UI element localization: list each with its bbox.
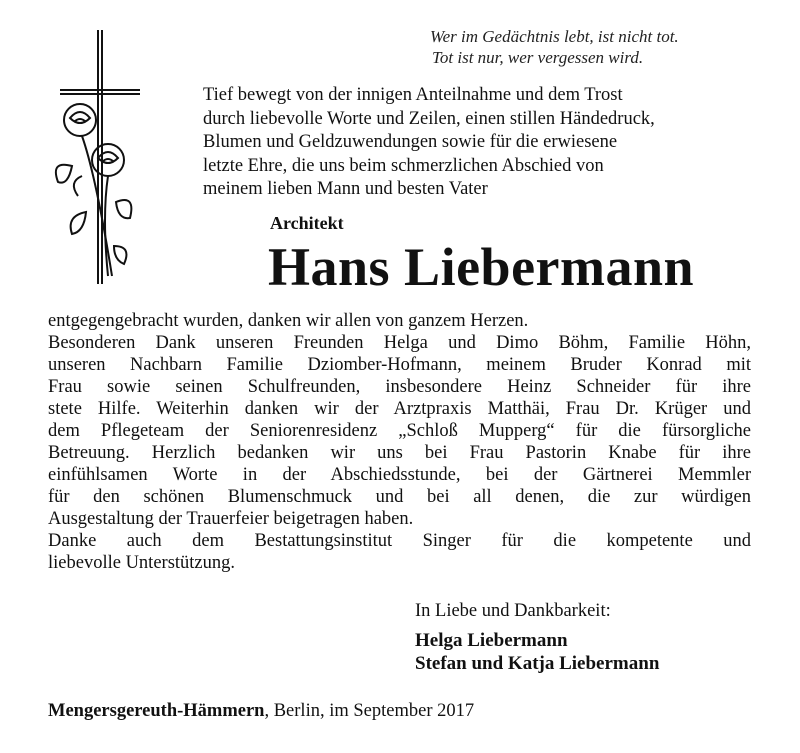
place-date-line — [48, 701, 474, 722]
intro-line: Blumen und Geldzuwendungen sowie für die erwiesene — [203, 132, 618, 152]
body-line: Betreuung. Herzlich bedanken wir uns bei Frau Pastorin Knabe für ihre — [48, 443, 751, 463]
intro-line: meinem lieben Mann und besten Vater — [203, 179, 488, 199]
closing-phrase: In Liebe und Dankbarkeit: — [415, 601, 611, 621]
body-line: einfühlsamen Worte in der Abschiedsstunde, bei der Gärtnerei Memmler — [48, 465, 751, 485]
quote-line-1: Wer im Gedächtnis lebt, ist nicht tot. — [430, 27, 679, 46]
place-name: Mengersgereuth-Hämmern — [48, 701, 265, 721]
date-text: , Berlin, im September 2017 — [264, 701, 475, 721]
signature-line: Stefan und Katja Liebermann — [415, 653, 660, 674]
signatures — [415, 629, 659, 675]
body-line: liebevolle Unterstützung. — [48, 553, 236, 573]
body-line: Ausgestaltung der Trauerfeier beigetragen haben. — [48, 509, 414, 529]
quote-line-2: Tot ist nur, wer vergessen wird. — [432, 48, 644, 67]
body-line: für den schönen Blumenschmuck und bei all denen, die zur würdigen — [48, 487, 751, 507]
body-line: Frau sowie seinen Schulfreunden, insbesondere Heinz Schneider für ihre — [48, 377, 751, 397]
cross-with-roses-icon — [32, 26, 142, 288]
body-line: dem Pflegeteam der Seniorenresidenz „Schloß Mupperg“ für die fürsorgliche — [48, 421, 751, 441]
deceased-title: Architekt — [270, 213, 344, 233]
body-line: entgegengebracht wurden, danken wir allen von ganzem Herzen. — [48, 311, 529, 331]
intro-line: Tief bewegt von der innigen Anteilnahme und dem Trost — [203, 85, 623, 105]
intro-line: letzte Ehre, die uns beim schmerzlichen Abschied von — [203, 155, 604, 176]
body-line: Danke auch dem Bestattungsinstitut Singer für die kompetente und — [48, 531, 751, 551]
body-paragraph — [48, 310, 751, 574]
signature-line: Helga Liebermann — [415, 630, 568, 651]
body-line: unseren Nachbarn Familie Dziomber-Hofmann, meinem Bruder Konrad mit — [48, 355, 751, 375]
intro-paragraph — [203, 84, 751, 202]
epigraph-quote — [430, 26, 750, 68]
intro-line: durch liebevolle Worte und Zeilen, einen stillen Händedruck, — [203, 108, 655, 129]
body-line: Besonderen Dank unseren Freunden Helga und Dimo Böhm, Familie Höhn, — [48, 333, 751, 353]
body-line: stete Hilfe. Weiterhin danken wir der Arztpraxis Matthäi, Frau Dr. Krüger und — [48, 399, 751, 419]
deceased-name: Hans Liebermann — [268, 237, 695, 297]
